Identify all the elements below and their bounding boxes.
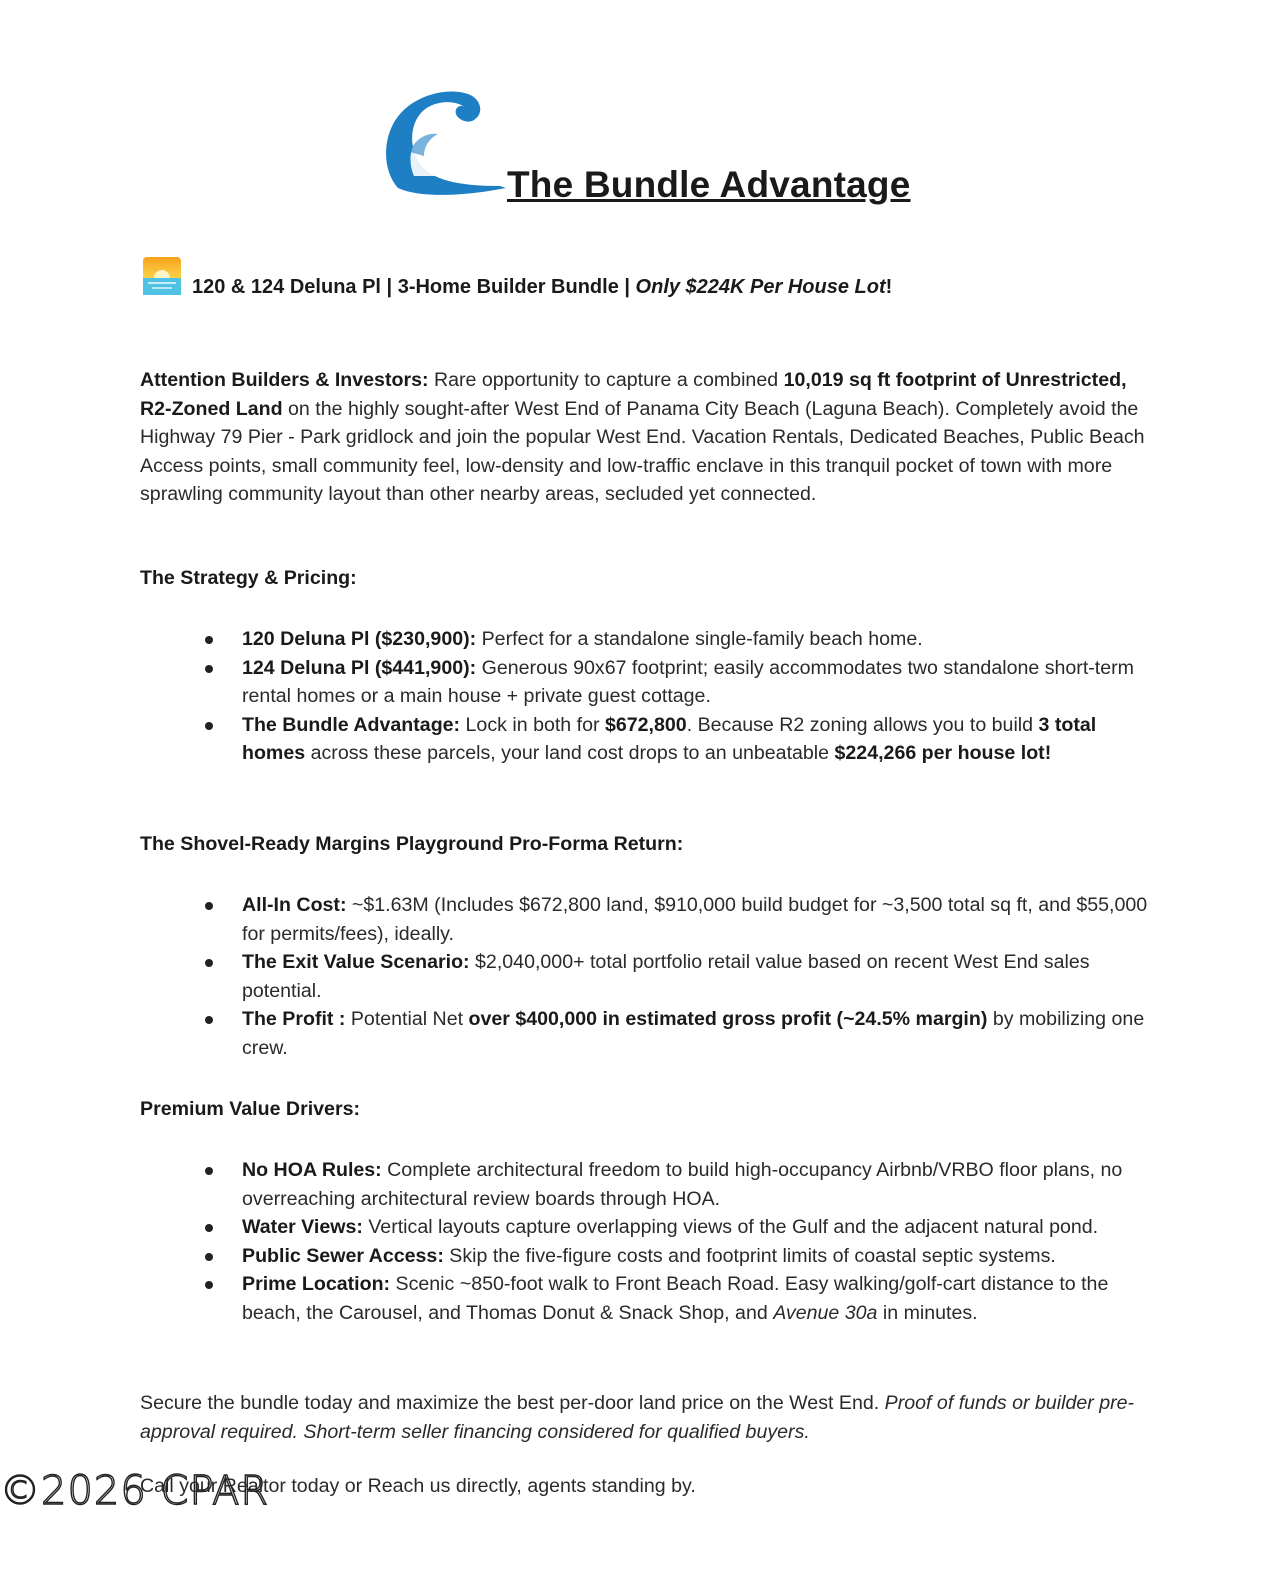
bundle-price: $672,800 — [604, 713, 687, 736]
subhead-text — [192, 276, 892, 299]
cta-text: Call your Realtor today or Reach us directly, agents standing by. — [140, 1475, 696, 1497]
profit-figure: over $400,000 in estimated gross profit (~24.5% margin) — [468, 1008, 988, 1031]
list-item — [202, 948, 1157, 1005]
list-item — [202, 1270, 1157, 1327]
list-item-text: across these parcels, your land cost drops to an unbeatable — [305, 742, 835, 765]
list-item-label: 120 Deluna Pl ($230,900): — [242, 628, 477, 650]
list-item-text: $2,040,000+ total portfolio retail value based on recent West End sales potential. — [242, 951, 1090, 1002]
intro-bold-1: 10,019 sq ft footprint of Unrestricted, R2-Zoned Land — [140, 369, 1127, 420]
margins-section — [140, 830, 1160, 859]
section-heading-margins: The Shovel-Ready Margins Playground Pro-Forma Return: — [140, 833, 684, 855]
list-item — [202, 1005, 1157, 1062]
list-item-text: Complete architectural freedom to build high-occupancy Airbnb/VRBO floor plans, no overreaching architectural review boards through HOA. — [242, 1159, 1123, 1210]
list-item-label: Water Views: — [242, 1216, 363, 1239]
subhead-main: 120 & 124 Deluna Pl | 3-Home Builder Bundle | — [192, 276, 636, 298]
list-item-text: Vertical layouts capture overlapping views of the Gulf and the adjacent natural pond. — [362, 1216, 1099, 1239]
intro-lead: Attention Builders & Investors: — [140, 369, 429, 391]
list-item — [202, 654, 1157, 711]
drivers-list — [202, 1156, 1157, 1328]
intro-text-2: on the highly sought-after West End of Panama City Beach (Laguna Beach). Completely avoid the Highway 79 Pier - Park gridlock and join the popular West End. Vacation Rentals, Dedicated Beaches, Public Beach Access points, small community feel, low-density and low-traffic enclave in this tranquil pocket of town with more sprawling community layout than other nearby areas, secluded yet connected. — [140, 397, 1145, 506]
subhead-tail: ! — [885, 276, 893, 298]
list-item — [202, 891, 1157, 948]
list-item-text: Perfect for a standalone single-family beach home. — [476, 628, 923, 650]
list-item-text: Potential Net — [345, 1008, 469, 1031]
intro-text-1: Rare opportunity to capture a combined — [428, 369, 784, 391]
margins-list — [202, 891, 1157, 1063]
section-heading-strategy: The Strategy & Pricing: — [140, 567, 357, 589]
list-item-text: Generous 90x67 footprint; easily accommodates two standalone short-term rental homes or a main house + private guest cottage. — [242, 656, 1134, 708]
list-item-text: Skip the five-figure costs and footprint limits of coastal septic systems. — [443, 1244, 1056, 1267]
list-item-label: All-In Cost: — [242, 894, 347, 916]
drivers-section — [140, 1095, 1160, 1124]
list-item-label: The Exit Value Scenario: — [242, 951, 470, 974]
bundle-homes: 3 total homes — [242, 713, 1097, 765]
wave-logo-icon — [384, 88, 506, 198]
list-item — [202, 1242, 1157, 1271]
closing-paragraph — [140, 1389, 1160, 1446]
cta-paragraph — [140, 1472, 1160, 1501]
document-title: The Bundle Advantage — [507, 164, 911, 205]
list-item-label: No HOA Rules: — [242, 1159, 382, 1181]
intro-paragraph — [140, 366, 1160, 509]
list-item-label: The Profit : — [242, 1008, 346, 1031]
list-item-text: . Because R2 zoning allows you to build — [686, 713, 1039, 736]
list-item-label: Public Sewer Access: — [242, 1244, 444, 1267]
title-row — [384, 88, 984, 218]
copyright-watermark: ©2026 CPAR — [0, 1468, 270, 1514]
avenue-30a: Avenue 30a — [773, 1301, 878, 1324]
list-item-text: Lock in both for — [460, 713, 605, 736]
strategy-list — [202, 625, 1157, 768]
list-item-text: in minutes. — [877, 1301, 978, 1324]
list-item — [202, 711, 1157, 768]
list-item-text: Scenic ~850-foot walk to Front Beach Road. Easy walking/golf-cart distance to the beach, the Carousel, and Thomas Donut & Snack Shop, and — [242, 1273, 1109, 1324]
bundle-per-lot: $224,266 per house lot! — [834, 742, 1052, 765]
sunrise-icon — [142, 256, 182, 296]
section-heading-drivers: Premium Value Drivers: — [140, 1098, 360, 1120]
list-item — [202, 1213, 1157, 1242]
list-item-label: Prime Location: — [242, 1273, 391, 1296]
list-item — [202, 625, 1157, 654]
list-item-text: ~$1.63M (Includes $672,800 land, $910,000 build budget for ~3,500 total sq ft, and $55,000 for permits/fees), ideally. — [242, 894, 1148, 945]
list-item — [202, 1156, 1157, 1213]
closing-text: Secure the bundle today and maximize the best per-door land price on the West End. — [140, 1392, 885, 1414]
list-item-label: The Bundle Advantage: — [242, 713, 461, 736]
closing-terms: Proof of funds or builder pre-approval required. Short-term seller financing considered for qualified buyers. — [140, 1392, 1135, 1443]
list-item-text: by mobilizing one crew. — [242, 1008, 1145, 1059]
subhead-price: Only $224K Per House Lot — [635, 276, 886, 298]
list-item-label: 124 Deluna Pl ($441,900): — [242, 656, 477, 679]
strategy-section — [140, 564, 1160, 593]
